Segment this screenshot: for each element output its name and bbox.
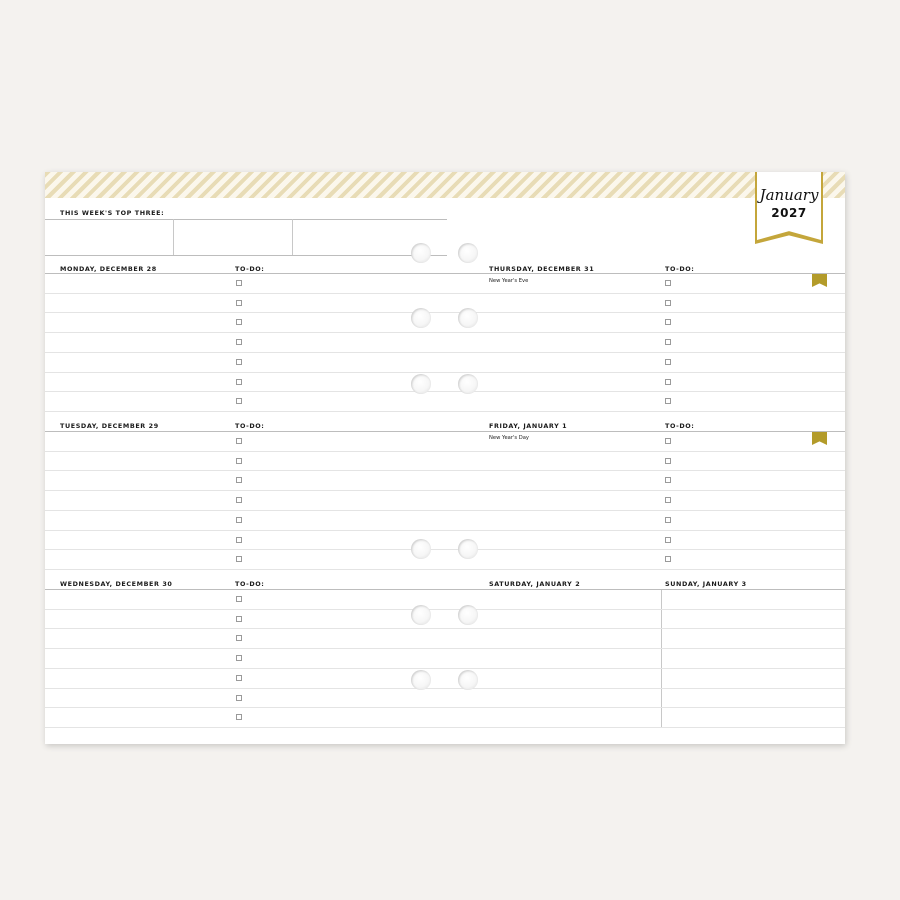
top-three-slot-1[interactable] — [45, 220, 173, 255]
bookmark-flag-icon — [812, 432, 827, 445]
checkbox-icon[interactable] — [665, 477, 671, 483]
rule-line — [447, 312, 845, 313]
todo-label-monday: TO-DO: — [235, 265, 265, 273]
rule-line — [447, 431, 845, 432]
binder-hole-icon — [411, 605, 431, 625]
rule-line — [447, 451, 845, 452]
day-label-saturday: SATURDAY, JANUARY 2 — [489, 580, 581, 588]
todo-label-tuesday: TO-DO: — [235, 422, 265, 430]
rule-line — [447, 490, 845, 491]
binder-hole-icon — [458, 243, 478, 263]
checkbox-icon[interactable] — [665, 438, 671, 444]
rule-line — [447, 727, 845, 728]
checkbox-icon[interactable] — [665, 319, 671, 325]
binder-hole-icon — [458, 308, 478, 328]
rule-line — [45, 530, 447, 531]
rule-line — [447, 332, 845, 333]
rule-line — [45, 451, 447, 452]
checkbox-icon[interactable] — [236, 596, 242, 602]
rule-line — [45, 510, 447, 511]
rule-line — [447, 352, 845, 353]
rule-line — [45, 273, 447, 274]
rule-line — [447, 688, 845, 689]
rule-line — [447, 609, 845, 610]
checkbox-icon[interactable] — [665, 556, 671, 562]
rule-line — [45, 490, 447, 491]
rule-line — [45, 332, 447, 333]
rule-line — [45, 312, 447, 313]
binder-hole-icon — [458, 374, 478, 394]
todo-label-wednesday: TO-DO: — [235, 580, 265, 588]
checkbox-icon[interactable] — [236, 497, 242, 503]
day-label-monday: MONDAY, DECEMBER 28 — [60, 265, 157, 273]
todo-label-friday: TO-DO: — [665, 422, 695, 430]
header-stripe — [45, 172, 845, 198]
rule-line — [45, 609, 447, 610]
rule-line — [447, 569, 845, 570]
rule-line — [447, 628, 845, 629]
checkbox-icon[interactable] — [665, 339, 671, 345]
rule-line — [447, 411, 845, 412]
rule-line — [45, 431, 447, 432]
checkbox-icon[interactable] — [665, 398, 671, 404]
checkbox-icon[interactable] — [665, 379, 671, 385]
top-three-slot-2[interactable] — [174, 220, 292, 255]
rule-line — [45, 293, 447, 294]
checkbox-icon[interactable] — [236, 655, 242, 661]
checkbox-icon[interactable] — [665, 280, 671, 286]
binder-hole-icon — [458, 670, 478, 690]
rule-line — [45, 470, 447, 471]
checkbox-icon[interactable] — [236, 379, 242, 385]
checkbox-icon[interactable] — [665, 497, 671, 503]
rule-line — [45, 411, 447, 412]
rule-line — [447, 510, 845, 511]
rule-line — [447, 648, 845, 649]
rule-line — [447, 707, 845, 708]
bookmark-flag-icon — [812, 274, 827, 287]
checkbox-icon[interactable] — [665, 458, 671, 464]
rule-line — [447, 470, 845, 471]
holiday-note-friday: New Year's Day — [489, 435, 529, 441]
holiday-note-thursday: New Year's Eve — [489, 278, 529, 284]
rule-line — [45, 352, 447, 353]
binder-hole-icon — [411, 374, 431, 394]
rule-line — [45, 707, 447, 708]
rule-line — [447, 293, 845, 294]
checkbox-icon[interactable] — [236, 458, 242, 464]
top-three-line-bottom — [45, 255, 447, 256]
checkbox-icon[interactable] — [236, 398, 242, 404]
checkbox-icon[interactable] — [236, 714, 242, 720]
checkbox-icon[interactable] — [236, 695, 242, 701]
checkbox-icon[interactable] — [665, 517, 671, 523]
day-label-tuesday: TUESDAY, DECEMBER 29 — [60, 422, 159, 430]
checkbox-icon[interactable] — [665, 359, 671, 365]
checkbox-icon[interactable] — [236, 556, 242, 562]
checkbox-icon[interactable] — [236, 300, 242, 306]
day-label-friday: FRIDAY, JANUARY 1 — [489, 422, 568, 430]
checkbox-icon[interactable] — [236, 517, 242, 523]
checkbox-icon[interactable] — [236, 635, 242, 641]
day-label-sunday: SUNDAY, JANUARY 3 — [665, 580, 747, 588]
rule-line — [45, 391, 447, 392]
planner-page — [45, 172, 845, 744]
rule-line — [45, 628, 447, 629]
checkbox-icon[interactable] — [665, 537, 671, 543]
todo-label-thursday: TO-DO: — [665, 265, 695, 273]
day-label-wednesday: WEDNESDAY, DECEMBER 30 — [60, 580, 173, 588]
checkbox-icon[interactable] — [665, 300, 671, 306]
checkbox-icon[interactable] — [236, 359, 242, 365]
checkbox-icon[interactable] — [236, 339, 242, 345]
year-title: 2027 — [771, 206, 807, 220]
checkbox-icon[interactable] — [236, 477, 242, 483]
checkbox-icon[interactable] — [236, 319, 242, 325]
day-label-thursday: THURSDAY, DECEMBER 31 — [489, 265, 595, 273]
checkbox-icon[interactable] — [236, 438, 242, 444]
binder-hole-icon — [411, 243, 431, 263]
rule-line — [447, 549, 845, 550]
rule-line — [447, 530, 845, 531]
rule-line — [447, 391, 845, 392]
rule-line — [45, 372, 447, 373]
rule-line — [45, 648, 447, 649]
month-title: January — [759, 186, 819, 204]
checkbox-icon[interactable] — [236, 616, 242, 622]
rule-line — [45, 569, 447, 570]
checkbox-icon[interactable] — [236, 537, 242, 543]
rule-line — [45, 589, 447, 590]
rule-line — [45, 549, 447, 550]
binder-hole-icon — [411, 670, 431, 690]
top-three-label: THIS WEEK'S TOP THREE: — [60, 209, 165, 217]
rule-line — [45, 668, 447, 669]
checkbox-icon[interactable] — [236, 280, 242, 286]
rule-line — [447, 372, 845, 373]
binder-hole-icon — [458, 539, 478, 559]
rule-line — [45, 688, 447, 689]
binder-hole-icon — [411, 308, 431, 328]
checkbox-icon[interactable] — [236, 675, 242, 681]
binder-hole-icon — [458, 605, 478, 625]
rule-line — [45, 727, 447, 728]
rule-line — [447, 589, 845, 590]
rule-line — [447, 273, 845, 274]
binder-hole-icon — [411, 539, 431, 559]
rule-line — [447, 668, 845, 669]
